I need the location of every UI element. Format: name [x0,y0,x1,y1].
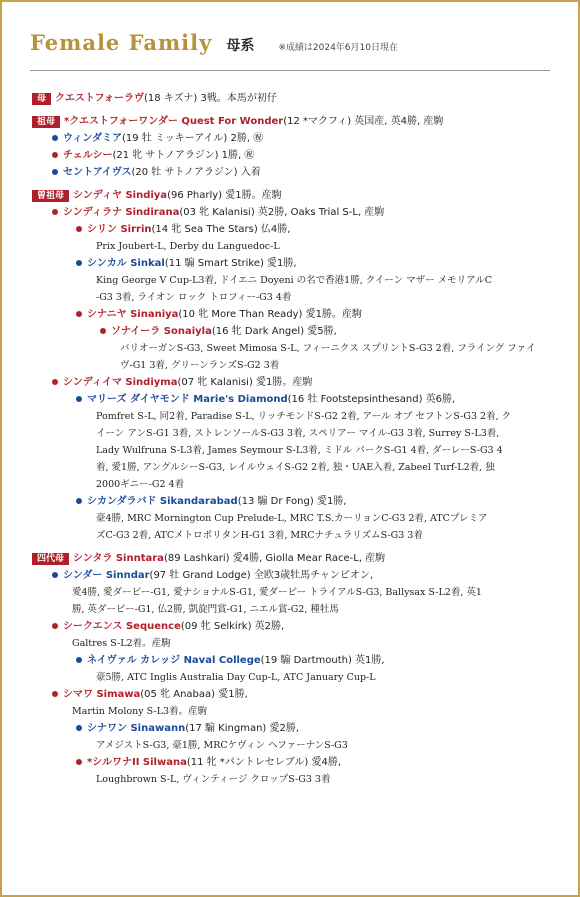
horse-name: チェルシー [63,150,113,161]
female-dot-icon [52,379,58,385]
horse-row [76,754,558,771]
male-dot-icon [76,498,82,504]
horse-line [63,147,254,164]
horse-row [76,720,558,737]
dam-record: (12 *マクフィ) 英国産, 英4勝, 産駒 [283,116,444,127]
horse-description: -G3 3着, ライオン ロック トロフィー-G3 4着 [96,292,292,303]
horse-record: (21 牝 サトノアラジン) 1勝, ㊗ [112,150,255,161]
dam-record: (89 Lashkari) 愛4勝, Giolla Mear Race-L, 産駒 [163,553,386,564]
horse-line [63,567,373,584]
horse-row [76,306,558,323]
horse-line [63,204,384,221]
horse-row [76,255,558,272]
horse-line [87,221,290,238]
dam-name: *クエストフォーワンダー Quest For Wonder [64,116,284,127]
horse-row [52,618,558,635]
horse-description: King George V Cup-L3着, ドイエニ Doyeni の名で香港1勝, クイーン マザー メモリアルC [96,275,493,286]
horse-row [52,567,558,584]
dam-name: シンタラ Sinntara [73,553,164,564]
female-dot-icon [76,311,82,317]
horse-name: シンディラナ Sindirana [63,207,180,218]
horse-entry [50,164,558,181]
male-dot-icon [76,657,82,663]
horse-entry [74,391,558,493]
horse-record: (11 牝 *パントレセレブル) 愛4勝, [186,757,342,768]
horse-name: シカンダラバド Sikandarabad [87,496,238,507]
generation-line [32,90,558,107]
male-dot-icon [52,169,58,175]
horse-name: シークエンス Sequence [63,621,181,632]
horse-name: ネイヴァル カレッジ Naval College [87,655,261,666]
horse-record: (10 牝 More Than Ready) 愛1勝。産駒 [178,309,362,320]
horse-line [63,618,284,635]
horse-line [63,686,248,703]
horse-entry [98,323,558,374]
horse-row [76,221,558,238]
female-dot-icon [52,209,58,215]
horse-entry [50,130,558,147]
generation-badge: 曽祖母 [32,190,69,202]
dam-record: (18 キズナ) 3戦。本馬が初仔 [144,93,277,104]
horse-name: シンカル Sinkal [87,258,165,269]
header [30,30,398,55]
female-dot-icon [52,691,58,697]
dam-record: (96 Pharly) 愛1勝。産駒 [167,190,282,201]
dam-name: シンディヤ Sindiya [73,190,168,201]
horse-entry [74,306,558,374]
horse-description: 愛4勝, 愛ダービー-G1, 愛ナショナルS-G1, 愛ダービー トライアルS-G3, Ballysax S-L2着, 英1 [72,587,482,598]
female-dot-icon [76,759,82,765]
horse-record: (19 牡 ミッキーアイル) 2勝, ㊗ [122,133,264,144]
header-note: ※成績は2024年6月10日現在 [278,43,398,53]
horse-row [76,652,558,669]
male-dot-icon [52,135,58,141]
horse-name: ウィンダミア [63,133,122,144]
generation-badge: 祖母 [32,116,60,128]
generation-section [32,113,558,181]
horse-entry [50,374,558,544]
horse-entry [50,567,558,618]
generation-line [32,113,558,130]
male-dot-icon [76,260,82,266]
horse-name: シリン Sirrin [87,224,152,235]
horse-name: セントアイヴス [63,167,132,178]
horse-description: Galtres S-L2着。産駒 [72,638,171,649]
horse-description: 豪5勝, ATC Inglis Australia Day Cup-L, ATC January Cup-L [96,672,376,683]
horse-entry [74,221,558,255]
horse-line [87,652,385,669]
horse-row [52,130,558,147]
female-dot-icon [76,226,82,232]
horse-row [52,204,558,221]
horse-line [87,255,297,272]
horse-record: (97 牡 Grand Lodge) 全欧3歳牡馬チャンピオン, [149,570,374,581]
horse-record: (16 牝 Dark Angel) 愛5勝, [211,326,337,337]
horse-description: イーン アンS-G1 3着, ストレンソールS-G3 3着, スペリアー マイル-G3 3着, Surrey S-L3着, [96,428,500,439]
horse-line [87,754,341,771]
horse-line [63,374,312,391]
horse-name: *シルワナII Silwana [87,757,187,768]
horse-entry [50,204,558,374]
horse-description: バリオーガンS-G3, Sweet Mimosa S-L, フィーニクス スプリントS-G3 2着, フライング ファイ [120,343,536,354]
horse-row [76,493,558,510]
horse-description: 豪4勝, MRC Mornington Cup Prelude-L, MRC T.S.カーリョンC-G3 2着, ATCプレミア [96,513,488,524]
horse-entry [50,147,558,164]
horse-entry [74,720,558,754]
horse-entry [74,652,558,686]
horse-line [87,391,455,408]
horse-description: Loughbrown S-L, ヴィンティージ クロップS-G3 3着 [96,774,331,785]
horse-line [87,493,346,510]
horse-record: (11 騸 Smart Strike) 愛1勝, [164,258,297,269]
female-dot-icon [100,328,106,334]
generation-section [32,550,558,788]
horse-entry [74,255,558,306]
horse-record: (14 牝 Sea The Stars) 仏4勝, [151,224,291,235]
generation-section [32,90,558,107]
horse-entry [74,493,558,544]
horse-record: (03 牝 Kalanisi) 英2勝, Oaks Trial S-L, 産駒 [179,207,385,218]
header-divider [30,70,550,71]
horse-description: ヴ-G1 3着, グリーンランズS-G2 3着 [120,360,280,371]
header-title: Female Family [30,30,213,55]
horse-line [63,130,263,147]
horse-name: シンディイマ Sindiyma [63,377,178,388]
horse-record: (07 牝 Kalanisi) 愛1勝。産駒 [177,377,313,388]
horse-description: Prix Joubert-L, Derby du Languedoc-L [96,241,280,252]
horse-name: シナワン Sinawann [87,723,186,734]
horse-description: 勝, 英ダービー-G1, 仏2勝, 凱旋門賞-G1, ニエル賞-G2, 種牡馬 [72,604,339,615]
dam-name: クエストフォーラヴ [55,93,145,104]
horse-entry [74,754,558,788]
header-jp-title: 母系 [226,38,255,54]
horse-record: (17 騸 Kingman) 愛2勝, [185,723,300,734]
horse-name: マリーズ ダイヤモンド Marie's Diamond [87,394,288,405]
generation-badge: 母 [32,93,51,105]
horse-row [100,323,558,340]
generation-line [32,550,558,567]
generation-section [32,187,558,544]
horse-record: (05 牝 Anabaa) 愛1勝, [140,689,248,700]
horse-record: (20 牡 サトノアラジン) 入着 [131,167,261,178]
male-dot-icon [52,572,58,578]
horse-row [52,686,558,703]
generation-badge: 四代母 [32,553,69,565]
pedigree-content [32,90,558,788]
horse-record: (19 騸 Dartmouth) 英1勝, [260,655,385,666]
horse-entry [50,618,558,686]
horse-row [52,374,558,391]
horse-name: ソナイーラ Sonaiyla [111,326,212,337]
horse-description: アメジストS-G3, 豪1勝, MRCケヴィン ヘファーナンS-G3 [96,740,348,751]
horse-line [87,720,299,737]
horse-row [52,147,558,164]
horse-line [111,323,337,340]
horse-line [87,306,362,323]
horse-description: 2000ギニー-G2 4着 [96,479,185,490]
horse-description: 着, 愛1勝, アングルシーS-G3, レイルウェイS-G2 2着, 独・UAE入着, Zabeel Turf-L2着, 独 [96,462,495,473]
horse-description: Lady Wulfruna S-L3着, James Seymour S-L3着, ミドル パークS-G1 4着, ダーレーS-G3 4 [96,445,503,456]
horse-entry [50,686,558,788]
horse-description: Pomfret S-L, 同2着, Paradise S-L, リッチモンドS-G2 2着, アール オブ セフトンS-G3 2着, ク [96,411,512,422]
horse-description: Martin Molony S-L3着。産駒 [72,706,208,717]
horse-record: (13 騸 Dr Fong) 愛1勝, [237,496,347,507]
horse-row [52,164,558,181]
horse-record: (16 牡 Footstepsinthesand) 英6勝, [287,394,456,405]
horse-line [63,164,261,181]
horse-name: シナニヤ Sinaniya [87,309,179,320]
female-dot-icon [52,623,58,629]
horse-description: ズC-G3 2着, ATCメトロポリタンH-G1 3着, MRCナチュラリズムS-G3 3着 [96,530,423,541]
male-dot-icon [76,725,82,731]
horse-name: シマワ Simawa [63,689,141,700]
horse-row [76,391,558,408]
horse-record: (09 牝 Selkirk) 英2勝, [180,621,285,632]
female-dot-icon [52,152,58,158]
generation-line [32,187,558,204]
horse-name: シンダー Sinndar [63,570,150,581]
male-dot-icon [76,396,82,402]
